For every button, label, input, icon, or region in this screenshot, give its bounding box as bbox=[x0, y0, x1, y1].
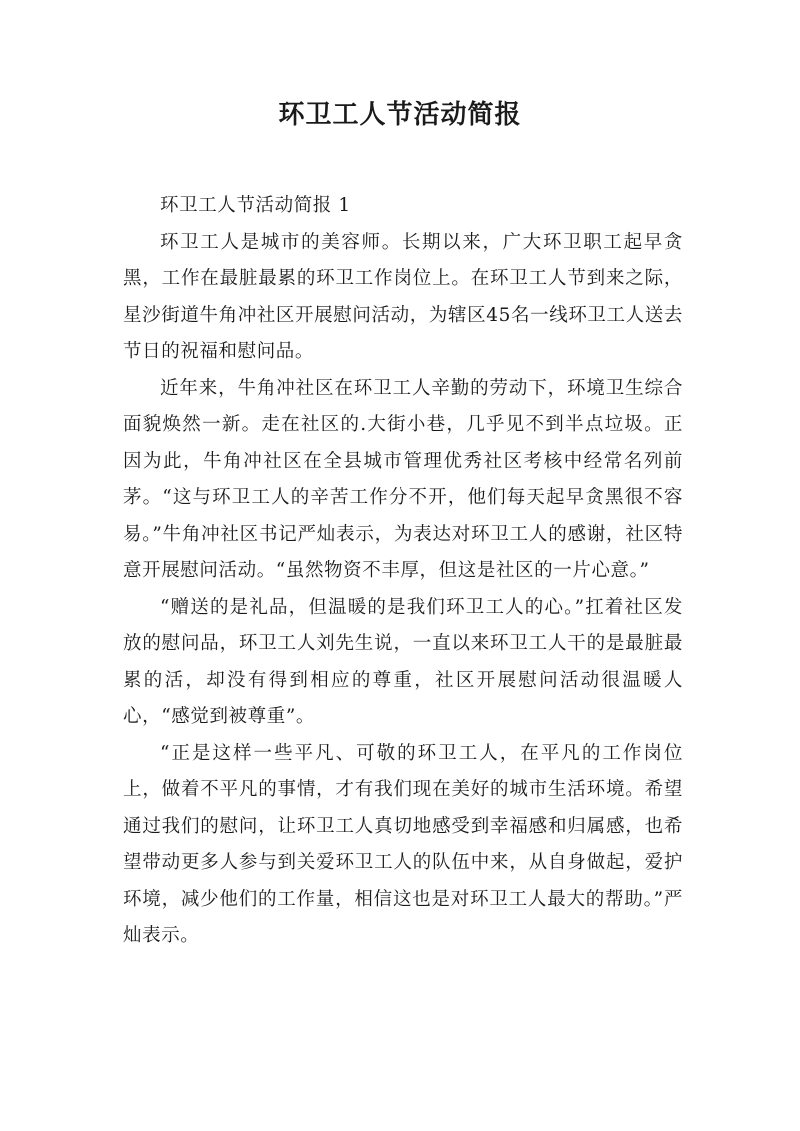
paragraph-2: 近年来，牛角冲社区在环卫工人辛勤的劳动下，环境卫生综合面貌焕然一新。走在社区的.大街小巷，几乎见不到半点垃圾。正因为此，牛角冲社区在全县城市管理优秀社区考核中经常名列前茅。“这与环卫工人的辛苦工作分不开，他们每天起早贪黑很不容易。”牛角冲社区书记严灿表示，为表达对环卫工人的感谢，社区特意开展慰问活动。“虽然物资不丰厚，但这是社区的一片心意。” bbox=[123, 377, 683, 581]
document-title: 环卫工人节活动简报 bbox=[278, 100, 522, 130]
document-body bbox=[123, 188, 683, 955]
paragraph-3: “赠送的是礼品，但温暖的是我们环卫工人的心。”扛着社区发放的慰问品，环卫工人刘先生说，一直以来环卫工人干的是最脏最累的活，却没有得到相应的尊重，社区开展慰问活动很温暖人心，“感觉到被尊重”。 bbox=[123, 596, 683, 727]
document-subtitle: 环卫工人节活动简报 1 bbox=[160, 195, 351, 216]
paragraph-4: “正是这样一些平凡、可敬的环卫工人，在平凡的工作岗位上，做着不平凡的事情，才有我们现在美好的城市生活环境。希望通过我们的慰问，让环卫工人真切地感受到幸福感和归属感，也希望带动更多人参与到关爱环卫工人的队伍中来，从自身做起，爱护环境，减少他们的工作量，相信这也是对环卫工人最大的帮助。”严灿表示。 bbox=[123, 742, 683, 946]
paragraph-1: 环卫工人是城市的美容师。长期以来，广大环卫职工起早贪黑，工作在最脏最累的环卫工作岗位上。在环卫工人节到来之际，星沙街道牛角冲社区开展慰问活动，为辖区45名一线环卫工人送去节日的祝福和慰问品。 bbox=[123, 231, 683, 362]
